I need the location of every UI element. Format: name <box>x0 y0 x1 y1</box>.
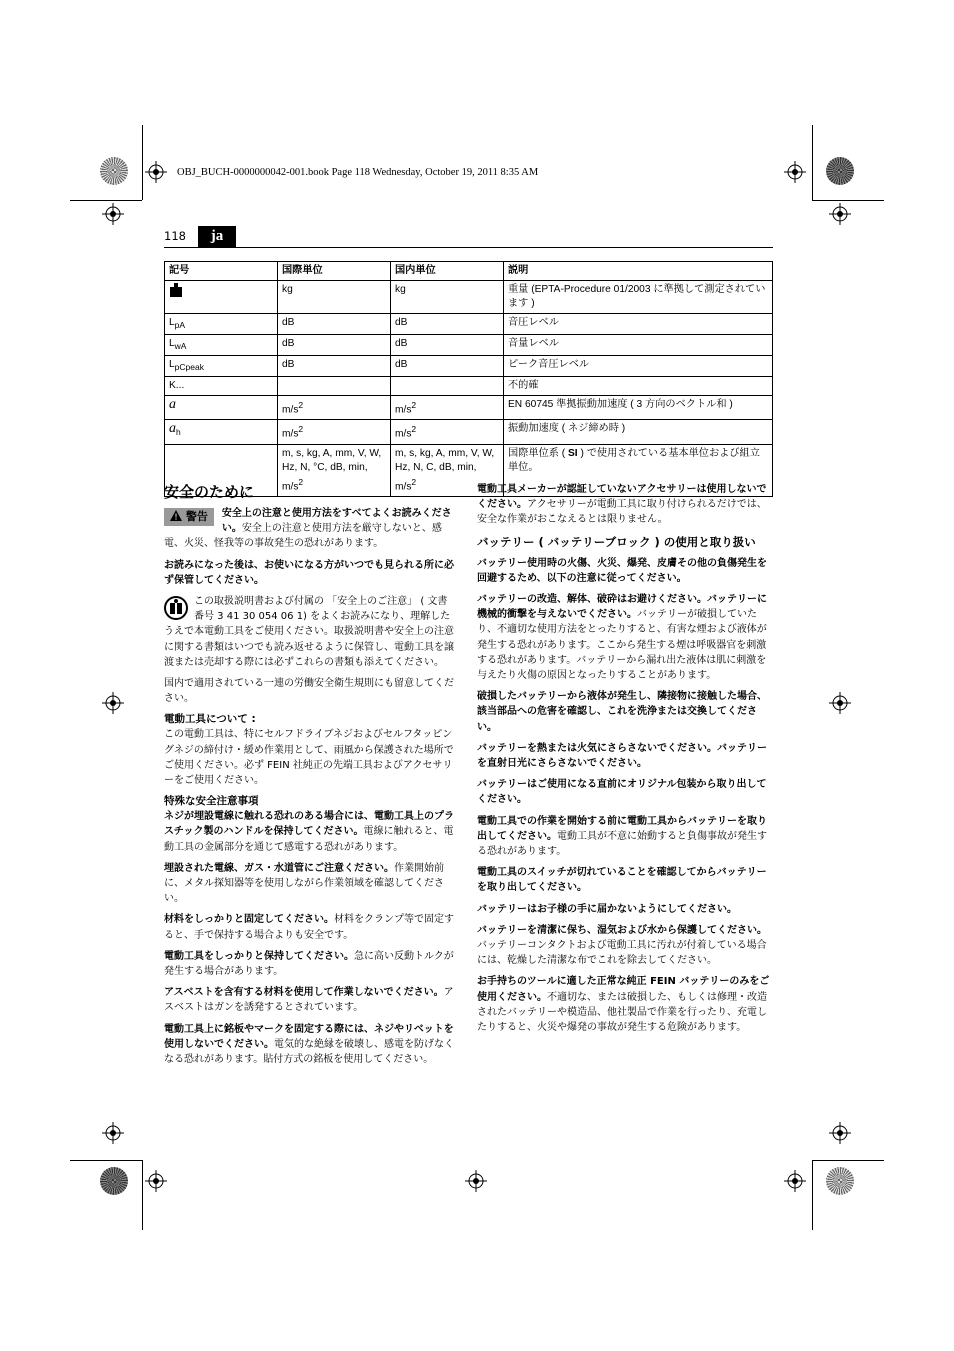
symbol-cell: K... <box>165 377 278 396</box>
table-cell: $m/s^2$ <box>391 396 504 420</box>
table-cell: $m/s^2$ <box>391 420 504 444</box>
crop-mark <box>812 1160 884 1161</box>
crop-mark <box>70 200 142 201</box>
left-column <box>164 482 454 1073</box>
table-cell <box>391 377 504 396</box>
table-cell: kg <box>391 281 504 314</box>
keep-manual-note: お読みになった後は、お使いになる方がいつでも見られる所に必ず保管してください。 <box>164 559 454 586</box>
battery-item: バッテリーを清潔に保ち、湿気および水から保護してください。バッテリーコンタクトおよび電動工具に汚れが付着している場合には、乾燥した清潔な布でこれを除去してください。 <box>477 924 767 967</box>
safety-item: ネジが埋設電線に触れる恐れのある場合には、電動工具上のプラスチック製のハンドルを保持してください。電線に触れると、電動工具の金属部分を通じて感電する恐れがあります。 <box>164 811 454 853</box>
battery-item: バッテリー使用時の火傷、火災、爆発、皮膚その他の負傷発生を回避するため、以下の注意に従ってください。 <box>477 557 767 584</box>
table-cell: dB <box>278 356 391 377</box>
column-header: 国内単位 <box>391 262 504 281</box>
battery-item: バッテリーの改造、解体、破砕はお避けください。バッテリーに機械的衝撃を与えないでください。バッテリーが破損していたり、不適切な使用方法をとったりすると、有害な煙および液体が発生する恐れがあります。ここから発生する煙は呼吸器官を刺激する恐れがあります。バッテリーから漏れ出た液体は肌に刺激を与えたり火傷の原因となったりすることがあります。 <box>477 594 767 682</box>
symbol-cell: $L_{pCpeak}$ <box>165 356 278 377</box>
manual-paragraph: この取扱説明書および付属の 「安全上のご注意」 ( 文書番号 3 41 30 054 06 1) をよくお読みになり、理解したうえで本電動工具をご使用ください。取扱説明書や安全上の注意に関する書類はいつでも読み返せるように保管し、電動工具を譲渡または売却する際には必ずこれらの書類も添えてください。 <box>164 596 454 668</box>
table-row <box>165 281 773 314</box>
right-column <box>477 482 770 1041</box>
table-cell <box>278 377 391 396</box>
symbol-cell: $L_{pA}$ <box>165 314 278 335</box>
crop-mark <box>70 1160 142 1161</box>
table-cell: EN 60745 準拠振動加速度 ( 3 方向のベクトル和 ) <box>504 396 773 420</box>
crop-mark <box>812 1160 813 1230</box>
safety-item: 電動工具上に銘板やマークを固定する際には、ネジやリベットを使用しないでください。電気的な絶縁を破壊し、感電を防げなくなる恐れがあります。貼付方式の銘板を使用してください。 <box>164 1023 454 1066</box>
table-cell: dB <box>391 356 504 377</box>
registration-mark-icon <box>829 692 851 714</box>
registration-rosette <box>100 1167 128 1195</box>
battery-item: バッテリーはお子様の手に届かないようにしてください。 <box>477 903 737 915</box>
table-row <box>165 420 773 444</box>
table-cell: dB <box>391 335 504 356</box>
symbol-cell: $L_{wA}$ <box>165 335 278 356</box>
battery-item: 電動工具での作業を開始する前に電動工具からバッテリーを取り出してください。電動工具が不意に始動すると負傷事故が発生する恐れがあります。 <box>477 815 767 858</box>
header-rule <box>164 247 773 248</box>
section-title: 安全のために <box>164 483 255 501</box>
accessory-note: 電動工具メーカーが認証していないアクセサリーは使用しないでください。アクセサリーが電動工具に取り付けられるだけでは、安全な作業がおこなえるとは限りません。 <box>477 484 767 526</box>
symbol-cell: $a_h$ <box>165 420 278 444</box>
table-row <box>165 314 773 335</box>
registration-mark-icon <box>829 203 851 225</box>
registration-mark-icon <box>145 1170 167 1192</box>
safety-item: 埋設された電線、ガス・水道管にご注意ください。作業開始前に、メタル探知器等を使用しながら作業領域を確認してください。 <box>164 862 444 905</box>
battery-item: 電動工具のスイッチが切れていることを確認してからバッテリーを取り出してください。 <box>477 867 767 894</box>
registration-mark-icon <box>829 1122 851 1144</box>
registration-mark-icon <box>102 692 124 714</box>
registration-mark-icon <box>102 203 124 225</box>
file-info-line: OBJ_BUCH-0000000042-001.book Page 118 Wednesday, October 19, 2011 8:35 AM <box>177 167 539 178</box>
table-cell: ピーク音圧レベル <box>504 356 773 377</box>
table-header-row <box>165 262 773 281</box>
symbol-cell: a <box>165 396 278 420</box>
special-safety-title: 特殊な安全注意事項 <box>164 795 259 808</box>
table-cell: 振動加速度 ( ネジ締め時 ) <box>504 420 773 444</box>
battery-title: バッテリー ( バッテリーブロック ) の使用と取り扱い <box>477 534 756 549</box>
table-cell: dB <box>391 314 504 335</box>
table-row <box>165 335 773 356</box>
registration-mark-icon <box>465 1170 487 1192</box>
registration-mark-icon <box>145 161 167 183</box>
battery-item: バッテリーはご使用になる直前にオリジナル包装から取り出してください。 <box>477 779 767 806</box>
crop-mark <box>142 1160 143 1230</box>
table-cell: 不的確 <box>504 377 773 396</box>
registration-rosette <box>826 157 854 185</box>
registration-rosette <box>826 1167 854 1195</box>
table-row <box>165 356 773 377</box>
page-number: 118 <box>164 229 186 243</box>
safety-item: 材料をしっかりと固定してください。材料をクランプ等で固定すると、手で保持する場合よりも安全です。 <box>164 914 454 941</box>
warning-label: 警告 <box>164 508 214 526</box>
column-header: 記号 <box>165 262 278 281</box>
registration-mark-icon <box>784 1170 806 1192</box>
battery-item: 破損したバッテリーから液体が発生し、隣接物に接触した場合、該当部品への危害を確認し、これを洗浄または交換してください。 <box>477 691 767 733</box>
registration-mark-icon <box>784 161 806 183</box>
registration-rosette <box>100 157 128 185</box>
battery-item: お手持ちのツールに適した正常な純正 FEIN バッテリーのみをご使用ください。不適切な、または破損した、もしくは修理・改造されたバッテリーや模造品、他社製品で作業を行ったり、充電したりすると、火災や爆発の事故が発生する危険があります。 <box>477 976 770 1034</box>
crop-mark <box>812 200 884 201</box>
column-header: 説明 <box>504 262 773 281</box>
about-title: 電動工具について : <box>164 713 256 726</box>
crop-mark <box>142 125 143 200</box>
table-cell: m, s, kg, A, mm, V, W, Hz, N, °C, dB, min, $m/s^2$ <box>278 444 391 496</box>
battery-item: バッテリーを熱または火気にさらさないでください。バッテリーを直射日光にさらさないでください。 <box>477 742 767 770</box>
safety-item: アスベストを含有する材料を使用して作業しないでください。アスベストはガンを誘発するとされています。 <box>164 987 454 1014</box>
table-cell: 音量レベル <box>504 335 773 356</box>
table-cell: dB <box>278 335 391 356</box>
table-cell: $m/s^2$ <box>278 420 391 444</box>
registration-mark-icon <box>102 1122 124 1144</box>
warning-triangle-icon <box>170 510 182 521</box>
domestic-rules: 国内で適用されている一連の労働安全衛生規則にも留意してください。 <box>164 678 454 705</box>
table-cell: dB <box>278 314 391 335</box>
table-cell: kg <box>278 281 391 314</box>
weight-symbol-cell <box>165 281 278 314</box>
weight-icon <box>169 283 183 297</box>
column-header: 国際単位 <box>278 262 391 281</box>
table-cell: m, s, kg, A, mm, V, W, Hz, N, C, dB, min, $m/s^2$ <box>391 444 504 496</box>
table-cell: 重量 (EPTA-Procedure 01/2003 に準拠して測定されています ) <box>504 281 773 314</box>
table-row <box>165 377 773 396</box>
warning-paragraph: 警告 安全上の注意と使用方法をすべてよくお読みください。安全上の注意と使用方法を厳守しないと、感電、火災、怪我等の事故発生の恐れがあります。 <box>164 508 452 550</box>
read-manual-icon <box>164 596 188 620</box>
about-text: この電動工具は、特にセルフドライブネジおよびセルフタッピングネジの締付け・緩め作業用として、雨風から保護された場所でご使用ください。必ず FEIN 社純正の先端工具およびアクセサリーをご使用ください。 <box>164 729 454 787</box>
language-tab: ja <box>198 226 236 247</box>
table-row <box>165 396 773 420</box>
table-cell: $m/s^2$ <box>278 396 391 420</box>
units-table <box>164 261 773 497</box>
safety-item: 電動工具をしっかりと保持してください。急に高い反動トルクが発生する場合があります。 <box>164 950 454 978</box>
table-cell: 国際単位系 ( SI ) で使用されている基本単位および組立単位。 <box>504 444 773 496</box>
crop-mark <box>812 125 813 200</box>
table-cell: 音圧レベル <box>504 314 773 335</box>
